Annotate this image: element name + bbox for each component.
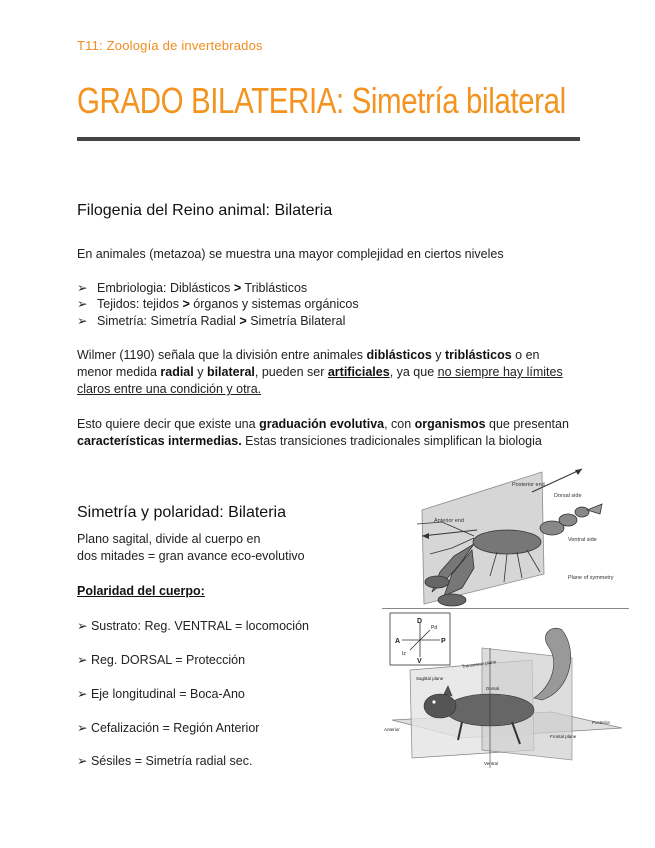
polarity-item-sesiles: ➢ Sésiles = Simetría radial sec. — [77, 754, 253, 768]
label-anterior-end: Anterior end — [434, 518, 464, 524]
label-sagittal-plane: Sagittal plane — [416, 676, 444, 681]
compass-iz: Iz — [402, 651, 406, 657]
label-posterior: Posterior — [592, 720, 611, 725]
arrow-bullet-icon: ➢ — [77, 281, 88, 295]
polarity-item-cefalizacion: ➢ Cefalización = Región Anterior — [77, 721, 260, 735]
label-dorsal: Dorsal — [486, 686, 500, 691]
bullet-simetria: ➢ Simetría: Simetría Radial > Simetría Bilateral — [77, 314, 346, 328]
label-ventral: Ventral — [484, 761, 499, 766]
bullet-embriologia: ➢ Embriologia: Diblásticos > Triblásticos — [77, 281, 308, 295]
section-heading-simetria: Simetría y polaridad: Bilateria — [77, 504, 286, 521]
label-frontal-plane: Frontal plane — [550, 734, 577, 739]
sagital-line-1: Plano sagital, divide al cuerpo en — [77, 532, 261, 546]
squirrel-planes-figure — [382, 610, 629, 770]
label-anterior: Anterior — [384, 727, 400, 732]
crayfish-symmetry-figure — [382, 464, 629, 608]
sagital-line-2: dos mitades = gran avance eco-evolutivo — [77, 549, 305, 563]
orientation-compass — [390, 613, 450, 665]
wilmer-paragraph: Wilmer (1190) señala que la división entre animales diblásticos y triblásticos o en menor medida radial y bilateral, pueden ser artificiales, ya que no siempre hay límites claros entre una condición y otra. — [77, 348, 563, 396]
polarity-item-dorsal: ➢ Reg. DORSAL = Protección — [77, 653, 246, 667]
figure-divider — [382, 608, 629, 609]
compass-p: P — [441, 638, 446, 645]
label-dorsal-side: Dorsal side — [554, 493, 582, 499]
page-title: GRADO BILATERIA: Simetría bilateral — [77, 80, 566, 121]
bullet-tejidos: ➢ Tejidos: tejidos > órganos y sistemas orgánicos — [77, 297, 359, 311]
arrow-bullet-icon: ➢ — [77, 314, 88, 328]
arrow-bullet-icon: ➢ — [77, 297, 88, 311]
compass-pd: Pd — [431, 625, 438, 631]
compass-v: V — [417, 658, 422, 665]
graduacion-paragraph: Esto quiere decir que existe una graduación evolutiva, con organismos que presentan características intermedias. Estas transiciones tradicionales simplifican la biologia — [77, 417, 569, 448]
label-plane-of-symmetry: Plane of symmetry — [568, 575, 614, 581]
label-transverse-plane: Transverse plane — [461, 659, 497, 669]
label-ventral-side: Ventral side — [568, 537, 597, 543]
polarity-heading: Polaridad del cuerpo: — [77, 584, 205, 598]
section-heading-filogenia: Filogenia del Reino animal: Bilateria — [77, 202, 333, 219]
label-posterior-end: Posterior end — [512, 482, 545, 488]
compass-d: D — [417, 618, 423, 625]
intro-paragraph: En animales (metazoa) se muestra una mayor complejidad en ciertos niveles — [77, 247, 504, 261]
compass-a: A — [395, 638, 401, 645]
title-underline — [77, 137, 580, 141]
polarity-item-sustrato: ➢ Sustrato: Reg. VENTRAL = locomoción — [77, 619, 309, 633]
polarity-item-eje: ➢ Eje longitudinal = Boca-Ano — [77, 687, 245, 701]
course-label: T11: Zoología de invertebrados — [77, 38, 263, 53]
